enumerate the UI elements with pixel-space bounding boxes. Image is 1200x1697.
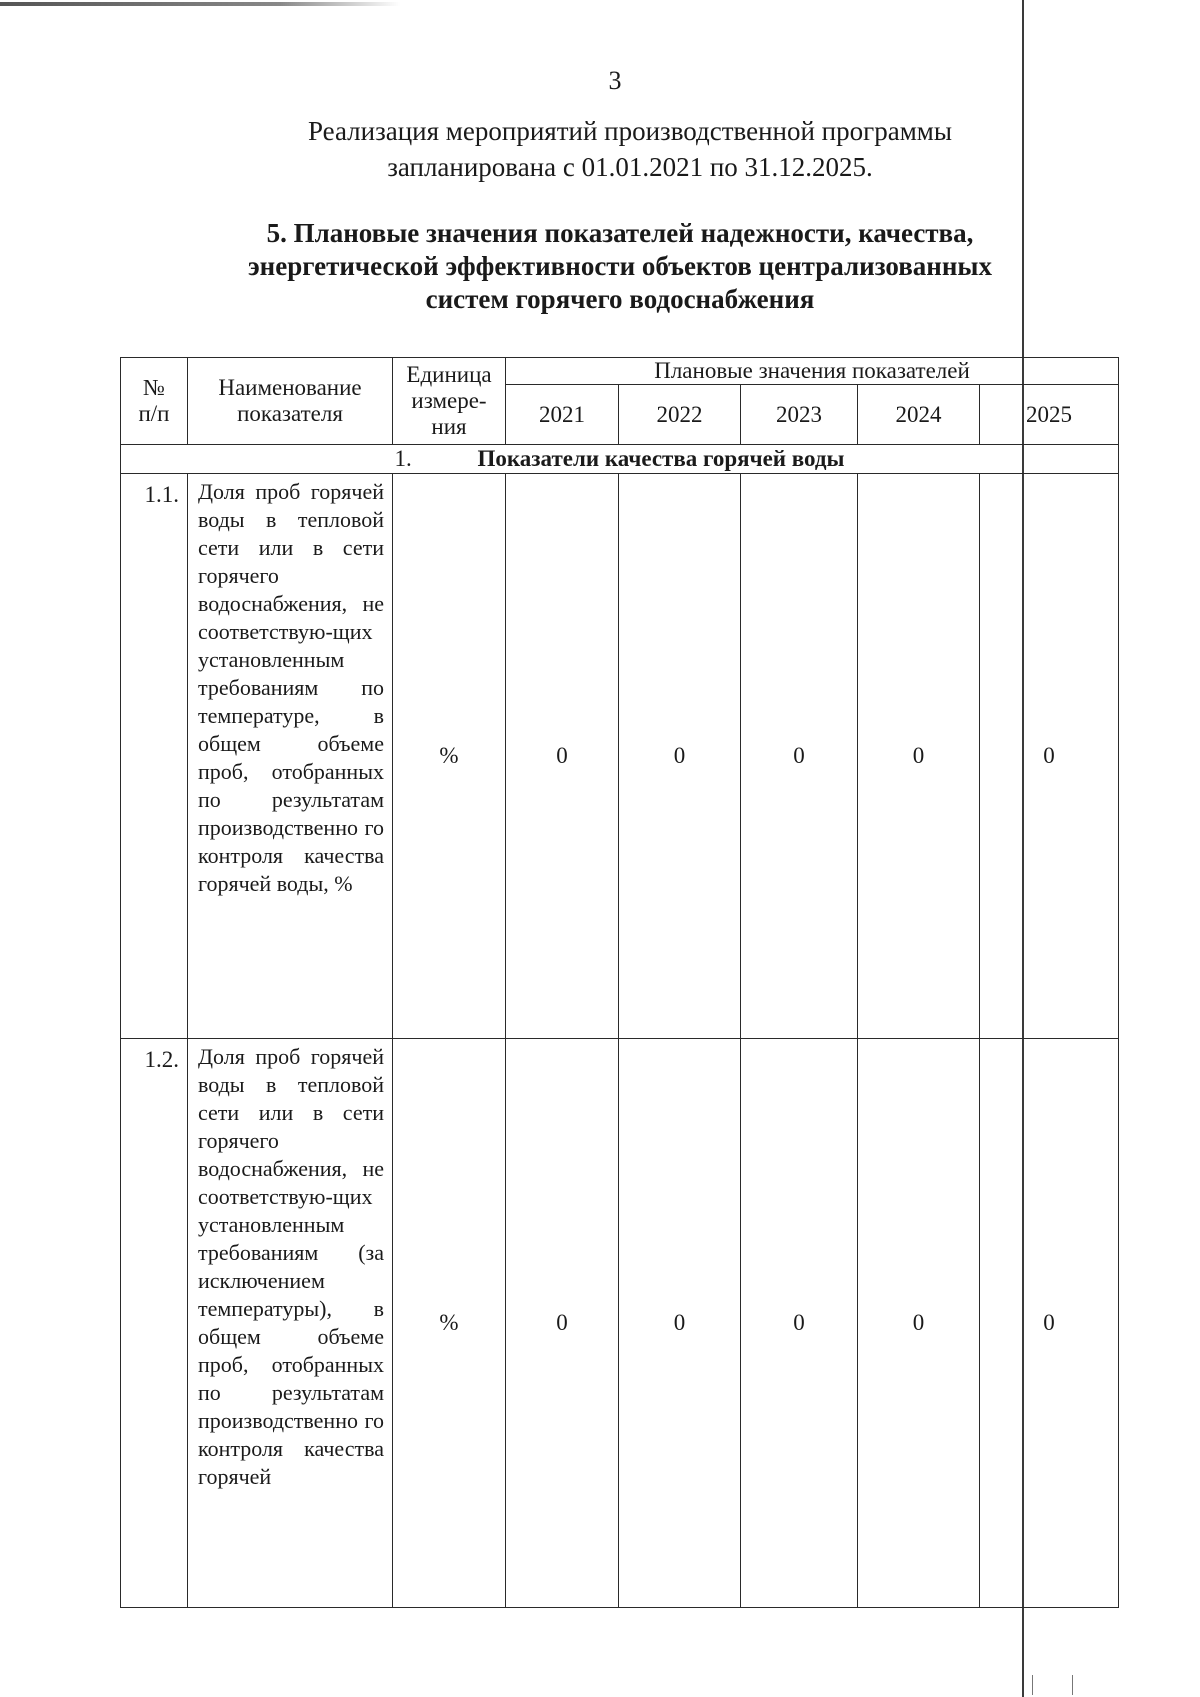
plan-values-table bbox=[120, 357, 1119, 1608]
table-row bbox=[121, 1039, 1119, 1608]
intro-line: запланирована с 01.01.2021 по 31.12.2025. bbox=[387, 152, 873, 182]
row-unit: % bbox=[393, 474, 506, 1039]
header-unit-line: ния bbox=[431, 414, 467, 439]
row-indicator-name: Доля проб горячей воды в тепловой сети или в сети горячего водоснабжения, не соответствую-щих установленным требованиям (за исключением температуры), в общем объеме проб, отобранных по результатам производственно го контроля качества горячей bbox=[188, 1039, 393, 1608]
intro-line: Реализация мероприятий производственной программы bbox=[307, 116, 953, 146]
header-unit-line: измере- bbox=[411, 388, 487, 413]
section-title-line: систем горячего водоснабжения bbox=[425, 284, 815, 314]
page-number: 3 bbox=[608, 66, 622, 95]
header-name-line: показателя bbox=[237, 401, 343, 426]
header-number bbox=[121, 358, 188, 445]
scan-artifact-tick bbox=[1032, 1675, 1033, 1695]
row-unit: % bbox=[393, 1039, 506, 1608]
header-number-line: п/п bbox=[138, 401, 170, 426]
section-title-line: энергетической эффективности объектов централизованных bbox=[247, 251, 992, 281]
section-name: Показатели качества горячей воды bbox=[477, 446, 845, 471]
row-number: 1.1. bbox=[121, 474, 188, 1039]
row-value-2025: 0 bbox=[980, 474, 1119, 1039]
header-year: 2024 bbox=[858, 385, 980, 445]
row-value-2024: 0 bbox=[858, 1039, 980, 1608]
header-year: 2021 bbox=[506, 385, 619, 445]
section-row bbox=[121, 445, 1119, 474]
header-name-line: Наименование bbox=[218, 375, 362, 400]
row-number: 1.2. bbox=[121, 1039, 188, 1608]
intro-paragraph bbox=[250, 113, 1010, 185]
scan-artifact-top bbox=[0, 2, 400, 6]
header-year: 2022 bbox=[619, 385, 741, 445]
header-plan-values: Плановые значения показателей bbox=[506, 358, 1119, 385]
section-number: 1. bbox=[394, 446, 412, 471]
row-value-2023: 0 bbox=[741, 474, 858, 1039]
scan-artifact-tick bbox=[1072, 1675, 1073, 1695]
row-value-2021: 0 bbox=[506, 1039, 619, 1608]
row-value-2022: 0 bbox=[619, 474, 741, 1039]
table-row bbox=[121, 474, 1119, 1039]
header-indicator-name bbox=[188, 358, 393, 445]
row-value-2021: 0 bbox=[506, 474, 619, 1039]
section-cell bbox=[121, 445, 1119, 474]
row-value-2024: 0 bbox=[858, 474, 980, 1039]
row-value-2025: 0 bbox=[980, 1039, 1119, 1608]
header-unit bbox=[393, 358, 506, 445]
header-year: 2025 bbox=[980, 385, 1119, 445]
header-unit-line: Единица bbox=[406, 362, 492, 387]
section-title bbox=[210, 217, 1030, 316]
row-value-2023: 0 bbox=[741, 1039, 858, 1608]
section-title-line: 5. Плановые значения показателей надежности, качества, bbox=[266, 218, 974, 248]
row-value-2022: 0 bbox=[619, 1039, 741, 1608]
header-number-line: № bbox=[143, 375, 165, 400]
row-indicator-name: Доля проб горячей воды в тепловой сети или в сети горячего водоснабжения, не соответствую-щих установленным требованиям по температуре, в общем объеме проб, отобранных по результатам производственно го контроля качества горячей воды, % bbox=[188, 474, 393, 1039]
header-year: 2023 bbox=[741, 385, 858, 445]
